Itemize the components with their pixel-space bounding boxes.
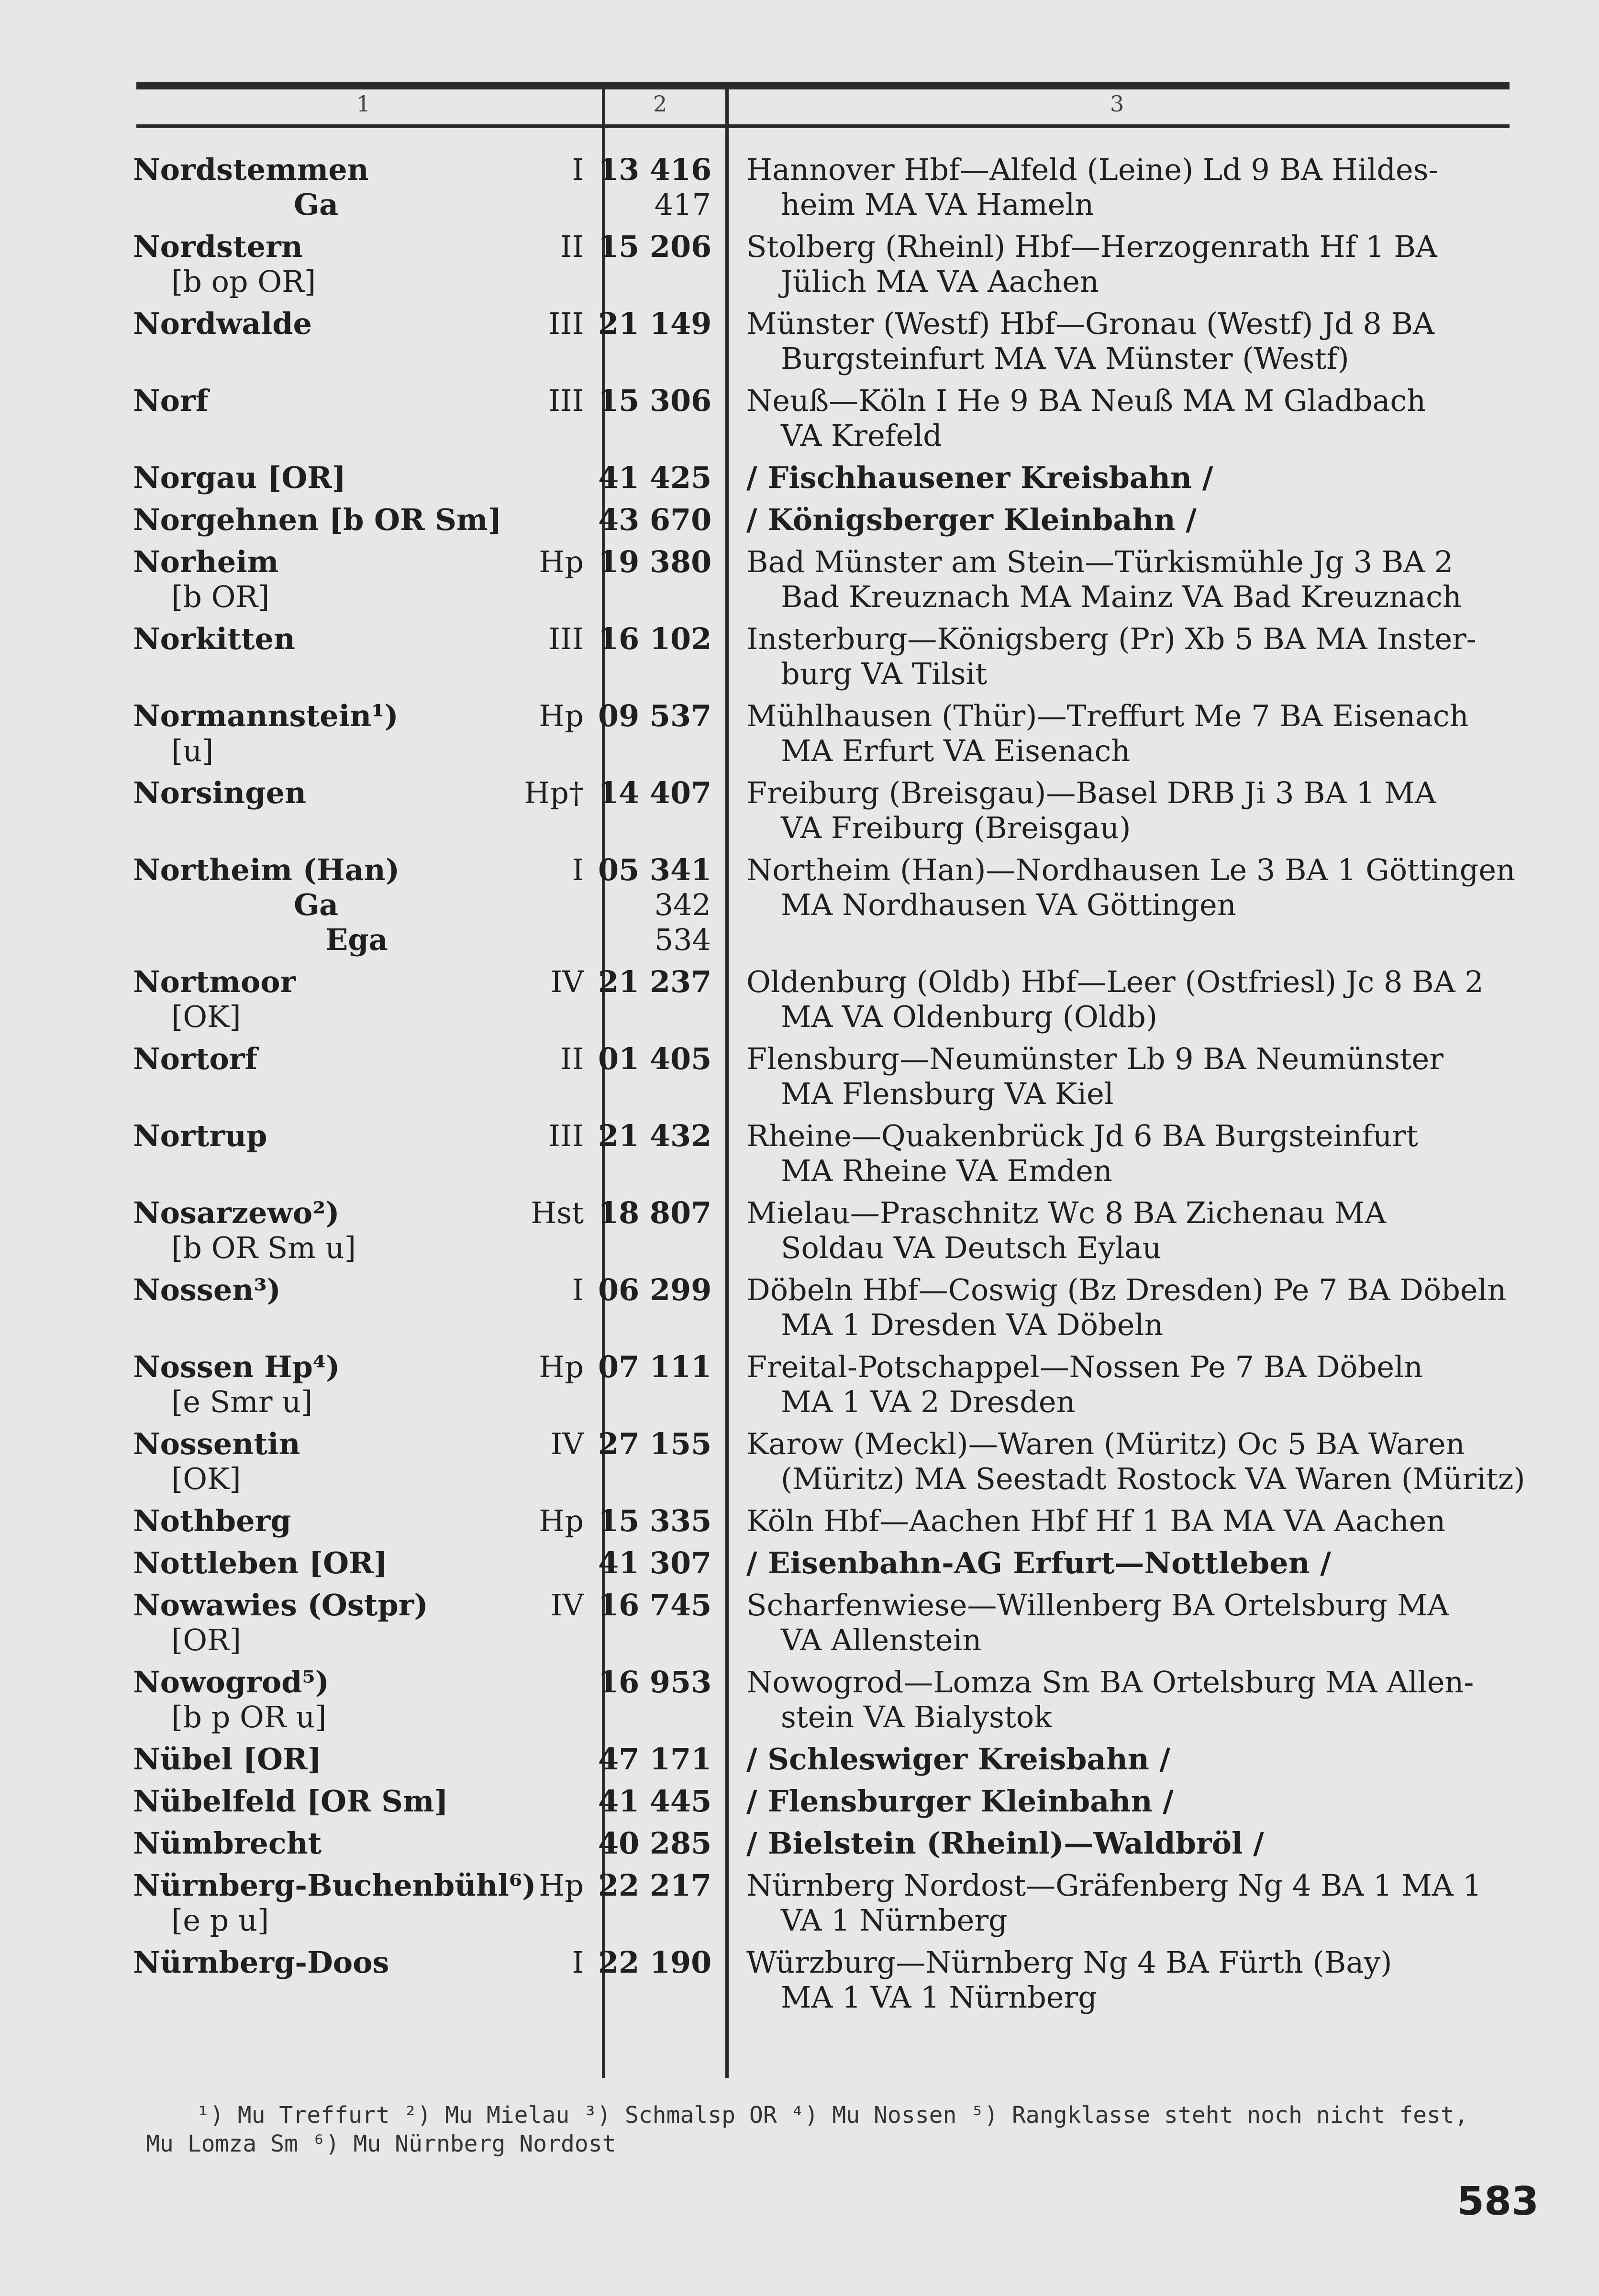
route-description-line: Northeim (Han)—Nordhausen Le 3 BA 1 Göttingen: [746, 852, 1515, 887]
station-number: 01 405: [598, 1041, 712, 1076]
station-number: 16 953: [598, 1665, 712, 1700]
header-rule: [136, 124, 1510, 128]
station-number: 05 341: [598, 852, 712, 887]
route-description: [746, 852, 1515, 922]
route-description-line: Nürnberg Nordost—Gräfenberg Ng 4 BA 1 MA 1: [746, 1868, 1482, 1903]
route-description-line: MA Erfurt VA Eisenach: [781, 733, 1131, 768]
station-number-cell: [598, 1826, 711, 1861]
table-row: [0, 1349, 1599, 1426]
table-row: [0, 1041, 1599, 1118]
station-subline: Ga: [294, 887, 339, 922]
route-description: [746, 698, 1512, 768]
station-rank: Hp†: [524, 775, 584, 810]
station-number-cell: [598, 1503, 711, 1538]
station-number: 22 190: [598, 1945, 712, 1980]
station-subline: [e Smr u]: [171, 1384, 313, 1419]
station-name: Nordwalde: [133, 306, 312, 341]
station-number-cell: [598, 1868, 711, 1903]
route-description: [746, 1118, 1512, 1188]
station-rank: I: [572, 852, 584, 887]
route-description-line: Scharfenwiese—Willenberg BA Ortelsburg MA: [746, 1588, 1449, 1623]
station-number-cell: [598, 775, 711, 810]
route-description-line: Nowogrod—Lomza Sm BA Ortelsburg MA Allen-: [746, 1665, 1474, 1700]
station-name: Nordstemmen: [133, 152, 369, 187]
station-number-cell: [598, 1742, 711, 1777]
station-rank: Hst: [531, 1195, 584, 1230]
station-number-cell: [598, 306, 711, 341]
station-number-cell: [598, 1195, 711, 1230]
station-name: Norgehnen [b OR Sm]: [133, 502, 502, 537]
station-name: Nortrup: [133, 1118, 267, 1153]
station-name: Nümbrecht: [133, 1826, 322, 1861]
station-name: Nürnberg-Doos: [133, 1945, 389, 1980]
route-description-line: / Königsberger Kleinbahn /: [746, 502, 1197, 537]
station-number-cell: [598, 1349, 711, 1384]
station-number-cell: [598, 460, 711, 495]
route-description-line: Bad Kreuznach MA Mainz VA Bad Kreuznach: [781, 579, 1462, 614]
route-description-line: Würzburg—Nürnberg Ng 4 BA Fürth (Bay): [746, 1945, 1392, 1980]
route-description-line: Stolberg (Rheinl) Hbf—Herzogenrath Hf 1 BA: [746, 229, 1437, 264]
station-subline: [e p u]: [171, 1903, 269, 1938]
route-description: [746, 1945, 1512, 2015]
route-description-line: Bad Münster am Stein—Türkismühle Jg 3 BA 2: [746, 544, 1454, 579]
route-description: [746, 1041, 1512, 1111]
station-rank: [478, 1826, 584, 1861]
station-rank: [478, 1784, 584, 1819]
route-description-line: VA Freiburg (Breisgau): [781, 810, 1131, 845]
station-number-cell: [598, 152, 711, 222]
station-rank: [478, 502, 584, 537]
column-header-2: 2: [653, 91, 667, 117]
route-description-line: Freital-Potschappel—Nossen Pe 7 BA Döbeln: [746, 1349, 1423, 1384]
station-number-cell: [598, 1588, 711, 1623]
station-number: 417: [654, 187, 711, 222]
route-description: [746, 1665, 1512, 1734]
route-description: [746, 1195, 1512, 1265]
route-description: [746, 1426, 1525, 1496]
station-number-cell: [598, 1945, 711, 1980]
station-name: Nordstern: [133, 229, 303, 264]
station-number-cell: [598, 229, 711, 264]
station-number-cell: [598, 1545, 711, 1580]
route-description: [746, 306, 1512, 376]
route-description-line: Döbeln Hbf—Coswig (Bz Dresden) Pe 7 BA Döbeln: [746, 1272, 1507, 1307]
station-number-cell: [598, 1272, 711, 1307]
route-description-line: Münster (Westf) Hbf—Gronau (Westf) Jd 8 BA: [746, 306, 1434, 341]
route-description: [746, 1503, 1512, 1538]
station-subline: [OK]: [171, 999, 241, 1034]
column-header-3: 3: [1110, 91, 1124, 117]
route-description: [746, 229, 1512, 299]
station-rank: IV: [550, 1426, 584, 1461]
station-number: 14 407: [598, 775, 712, 810]
route-description-line: Mielau—Praschnitz Wc 8 BA Zichenau MA: [746, 1195, 1386, 1230]
route-description-line: Rheine—Quakenbrück Jd 6 BA Burgsteinfurt: [746, 1118, 1418, 1153]
route-description-line: Flensburg—Neumünster Lb 9 BA Neumünster: [746, 1041, 1444, 1076]
station-number: 15 335: [598, 1503, 712, 1538]
station-name: Nübelfeld [OR Sm]: [133, 1784, 448, 1819]
station-number: 342: [654, 887, 711, 922]
station-number-cell: [598, 383, 711, 418]
station-rank: Hp: [539, 1349, 584, 1384]
station-rank: Hp: [539, 698, 584, 733]
route-description-line: / Bielstein (Rheinl)—Waldbröl /: [746, 1826, 1264, 1861]
route-description: [746, 1784, 1512, 1819]
station-number: 27 155: [598, 1426, 712, 1461]
table-row: [0, 775, 1599, 852]
route-description: [746, 1349, 1512, 1419]
station-rank: II: [560, 229, 584, 264]
route-description-line: stein VA Bialystok: [781, 1700, 1052, 1734]
station-rank: I: [572, 152, 584, 187]
station-number: 21 432: [598, 1118, 712, 1153]
table-row: [0, 383, 1599, 460]
route-description-line: burg VA Tilsit: [781, 656, 988, 691]
route-description-line: VA Krefeld: [781, 418, 942, 453]
station-name: Nortorf: [133, 1041, 258, 1076]
station-name: Nossen³): [133, 1272, 281, 1307]
station-name: Northeim (Han): [133, 852, 400, 887]
table-row: [0, 698, 1599, 775]
station-number: 15 206: [598, 229, 712, 264]
station-name: Nottleben [OR]: [133, 1545, 388, 1580]
route-description-line: Freiburg (Breisgau)—Basel DRB Ji 3 BA 1 MA: [746, 775, 1436, 810]
table-row: [0, 502, 1599, 544]
table-row: [0, 1588, 1599, 1665]
station-number: 18 807: [598, 1195, 712, 1230]
route-description-line: MA Flensburg VA Kiel: [781, 1076, 1114, 1111]
station-number-cell: [598, 964, 711, 999]
station-name: Nowogrod⁵): [133, 1665, 329, 1700]
route-description-line: Neuß—Köln I He 9 BA Neuß MA M Gladbach: [746, 383, 1426, 418]
table-row: [0, 621, 1599, 698]
station-rank: [478, 1742, 584, 1777]
route-description: [746, 1272, 1512, 1342]
station-number: 43 670: [598, 502, 712, 537]
table-row: [0, 1826, 1599, 1868]
route-description-line: Karow (Meckl)—Waren (Müritz) Oc 5 BA Waren: [746, 1426, 1465, 1461]
station-name: Norheim: [133, 544, 279, 579]
station-number: 09 537: [598, 698, 712, 733]
station-subline: [u]: [171, 733, 214, 768]
table-row: [0, 1868, 1599, 1945]
station-rank: III: [548, 383, 584, 418]
route-description-line: MA VA Oldenburg (Oldb): [781, 999, 1158, 1034]
station-name: Nossen Hp⁴): [133, 1349, 340, 1384]
station-rank: Hp: [539, 1503, 584, 1538]
route-description-line: MA Nordhausen VA Göttingen: [781, 887, 1236, 922]
station-number-cell: [598, 698, 711, 733]
station-rank: Hp: [539, 544, 584, 579]
station-number: 41 425: [598, 460, 712, 495]
station-rank: IV: [550, 1588, 584, 1623]
route-description-line: / Fischhausener Kreisbahn /: [746, 460, 1213, 495]
route-description-line: Köln Hbf—Aachen Hbf Hf 1 BA MA VA Aachen: [746, 1503, 1446, 1538]
station-subline: [b OR]: [171, 579, 270, 614]
table-row: [0, 1742, 1599, 1784]
station-subline: [OK]: [171, 1461, 241, 1496]
route-description: [746, 1868, 1512, 1938]
footnote-line-1: ¹) Mu Treffurt ²) Mu Mielau ³) Schmalsp OR ⁴) Mu Nossen ⁵) Rangklasse steht noch nicht fest,: [196, 2102, 1468, 2129]
station-number: 16 102: [598, 621, 712, 656]
route-description-line: Hannover Hbf—Alfeld (Leine) Ld 9 BA Hildes-: [746, 152, 1439, 187]
route-description-line: Burgsteinfurt MA VA Münster (Westf): [781, 341, 1349, 376]
station-number-cell: [598, 544, 711, 579]
station-number: 40 285: [598, 1826, 712, 1861]
station-name: Nowawies (Ostpr): [133, 1588, 428, 1623]
station-number-cell: [598, 852, 711, 957]
table-row: [0, 1118, 1599, 1195]
station-rank: II: [560, 1041, 584, 1076]
station-number: 47 171: [598, 1742, 712, 1777]
station-subline: [OR]: [171, 1623, 241, 1657]
table-row: [0, 1426, 1599, 1503]
station-name: Normannstein¹): [133, 698, 399, 733]
route-description-line: Soldau VA Deutsch Eylau: [781, 1230, 1162, 1265]
station-number: 15 306: [598, 383, 712, 418]
route-description-line: Oldenburg (Oldb) Hbf—Leer (Ostfriesl) Jc 8 BA 2: [746, 964, 1484, 999]
route-description-line: heim MA VA Hameln: [781, 187, 1094, 222]
table-row: [0, 306, 1599, 383]
route-description: [746, 1545, 1512, 1580]
station-number-cell: [598, 1041, 711, 1076]
station-name: Nosarzewo²): [133, 1195, 340, 1230]
table-row: [0, 1665, 1599, 1742]
route-description: [746, 383, 1512, 453]
station-rank: III: [548, 1118, 584, 1153]
station-number-cell: [598, 621, 711, 656]
station-number: 07 111: [598, 1349, 712, 1384]
route-description-line: Insterburg—Königsberg (Pr) Xb 5 BA MA Inster-: [746, 621, 1477, 656]
route-description: [746, 152, 1512, 222]
table-row: [0, 152, 1599, 229]
station-table: [0, 152, 1599, 2022]
route-description: [746, 1588, 1512, 1657]
table-row: [0, 1195, 1599, 1272]
station-number-cell: [598, 1784, 711, 1819]
route-description-line: MA 1 VA 1 Nürnberg: [781, 1980, 1097, 2015]
route-description-line: Jülich MA VA Aachen: [781, 264, 1099, 299]
station-name: Norsingen: [133, 775, 307, 810]
route-description: [746, 1742, 1512, 1777]
station-number: 21 149: [598, 306, 712, 341]
station-subline: [b OR Sm u]: [171, 1230, 356, 1265]
route-description-line: / Flensburger Kleinbahn /: [746, 1784, 1174, 1819]
route-description-line: VA Allenstein: [781, 1623, 982, 1657]
station-rank: I: [572, 1945, 584, 1980]
route-description: [746, 775, 1512, 845]
station-number: 22 217: [598, 1868, 712, 1903]
station-rank: [478, 1665, 584, 1700]
top-rule: [136, 82, 1510, 89]
route-description: [746, 1826, 1512, 1861]
route-description-line: VA 1 Nürnberg: [781, 1903, 1008, 1938]
station-number-cell: [598, 502, 711, 537]
table-row: [0, 1272, 1599, 1349]
station-number: 16 745: [598, 1588, 712, 1623]
route-description: [746, 502, 1512, 537]
table-row: [0, 852, 1599, 964]
table-row: [0, 964, 1599, 1041]
table-row: [0, 544, 1599, 621]
station-rank: Hp: [539, 1868, 584, 1903]
station-subline: Ga: [294, 187, 339, 222]
route-description-line: / Schleswiger Kreisbahn /: [746, 1742, 1171, 1777]
route-description-line: MA 1 VA 2 Dresden: [781, 1384, 1076, 1419]
station-number-cell: [598, 1426, 711, 1461]
station-subline: Ega: [325, 922, 388, 957]
station-name: Norkitten: [133, 621, 296, 656]
station-rank: I: [572, 1272, 584, 1307]
table-row: [0, 1945, 1599, 2022]
station-number-cell: [598, 1118, 711, 1153]
station-subline: [b p OR u]: [171, 1700, 327, 1734]
station-name: Nürnberg-Buchenbühl⁶): [133, 1868, 536, 1903]
route-description: [746, 964, 1512, 1034]
station-number-cell: [598, 1665, 711, 1700]
station-name: Nübel [OR]: [133, 1742, 322, 1777]
station-number: 19 380: [598, 544, 712, 579]
station-rank: IV: [550, 964, 584, 999]
route-description-line: MA 1 Dresden VA Döbeln: [781, 1307, 1164, 1342]
table-row: [0, 229, 1599, 306]
route-description-line: MA Rheine VA Emden: [781, 1153, 1112, 1188]
table-row: [0, 1545, 1599, 1588]
station-number: 21 237: [598, 964, 712, 999]
column-header-1: 1: [356, 91, 371, 117]
station-rank: [478, 460, 584, 495]
station-name: Nortmoor: [133, 964, 296, 999]
route-description: [746, 544, 1512, 614]
station-number: 41 307: [598, 1545, 712, 1580]
footnote-line-2: Mu Lomza Sm ⁶) Mu Nürnberg Nordost: [146, 2130, 616, 2157]
station-number: 534: [654, 922, 711, 957]
table-row: [0, 1503, 1599, 1545]
table-row: [0, 460, 1599, 502]
table-row: [0, 1784, 1599, 1826]
station-name: Nothberg: [133, 1503, 291, 1538]
page-number: 583: [1457, 2179, 1539, 2224]
station-name: Norf: [133, 383, 209, 418]
route-description: [746, 460, 1512, 495]
station-number: 06 299: [598, 1272, 712, 1307]
station-number: 13 416: [598, 152, 712, 187]
station-number: 41 445: [598, 1784, 712, 1819]
station-subline: [b op OR]: [171, 264, 316, 299]
station-rank: III: [548, 621, 584, 656]
station-rank: III: [548, 306, 584, 341]
route-description-line: Mühlhausen (Thür)—Treffurt Me 7 BA Eisenach: [746, 698, 1469, 733]
station-name: Nossentin: [133, 1426, 300, 1461]
station-rank: [478, 1545, 584, 1580]
route-description-line: / Eisenbahn-AG Erfurt—Nottleben /: [746, 1545, 1331, 1580]
route-description-line: (Müritz) MA Seestadt Rostock VA Waren (Müritz): [781, 1461, 1525, 1496]
station-name: Norgau [OR]: [133, 460, 346, 495]
route-description: [746, 621, 1512, 691]
